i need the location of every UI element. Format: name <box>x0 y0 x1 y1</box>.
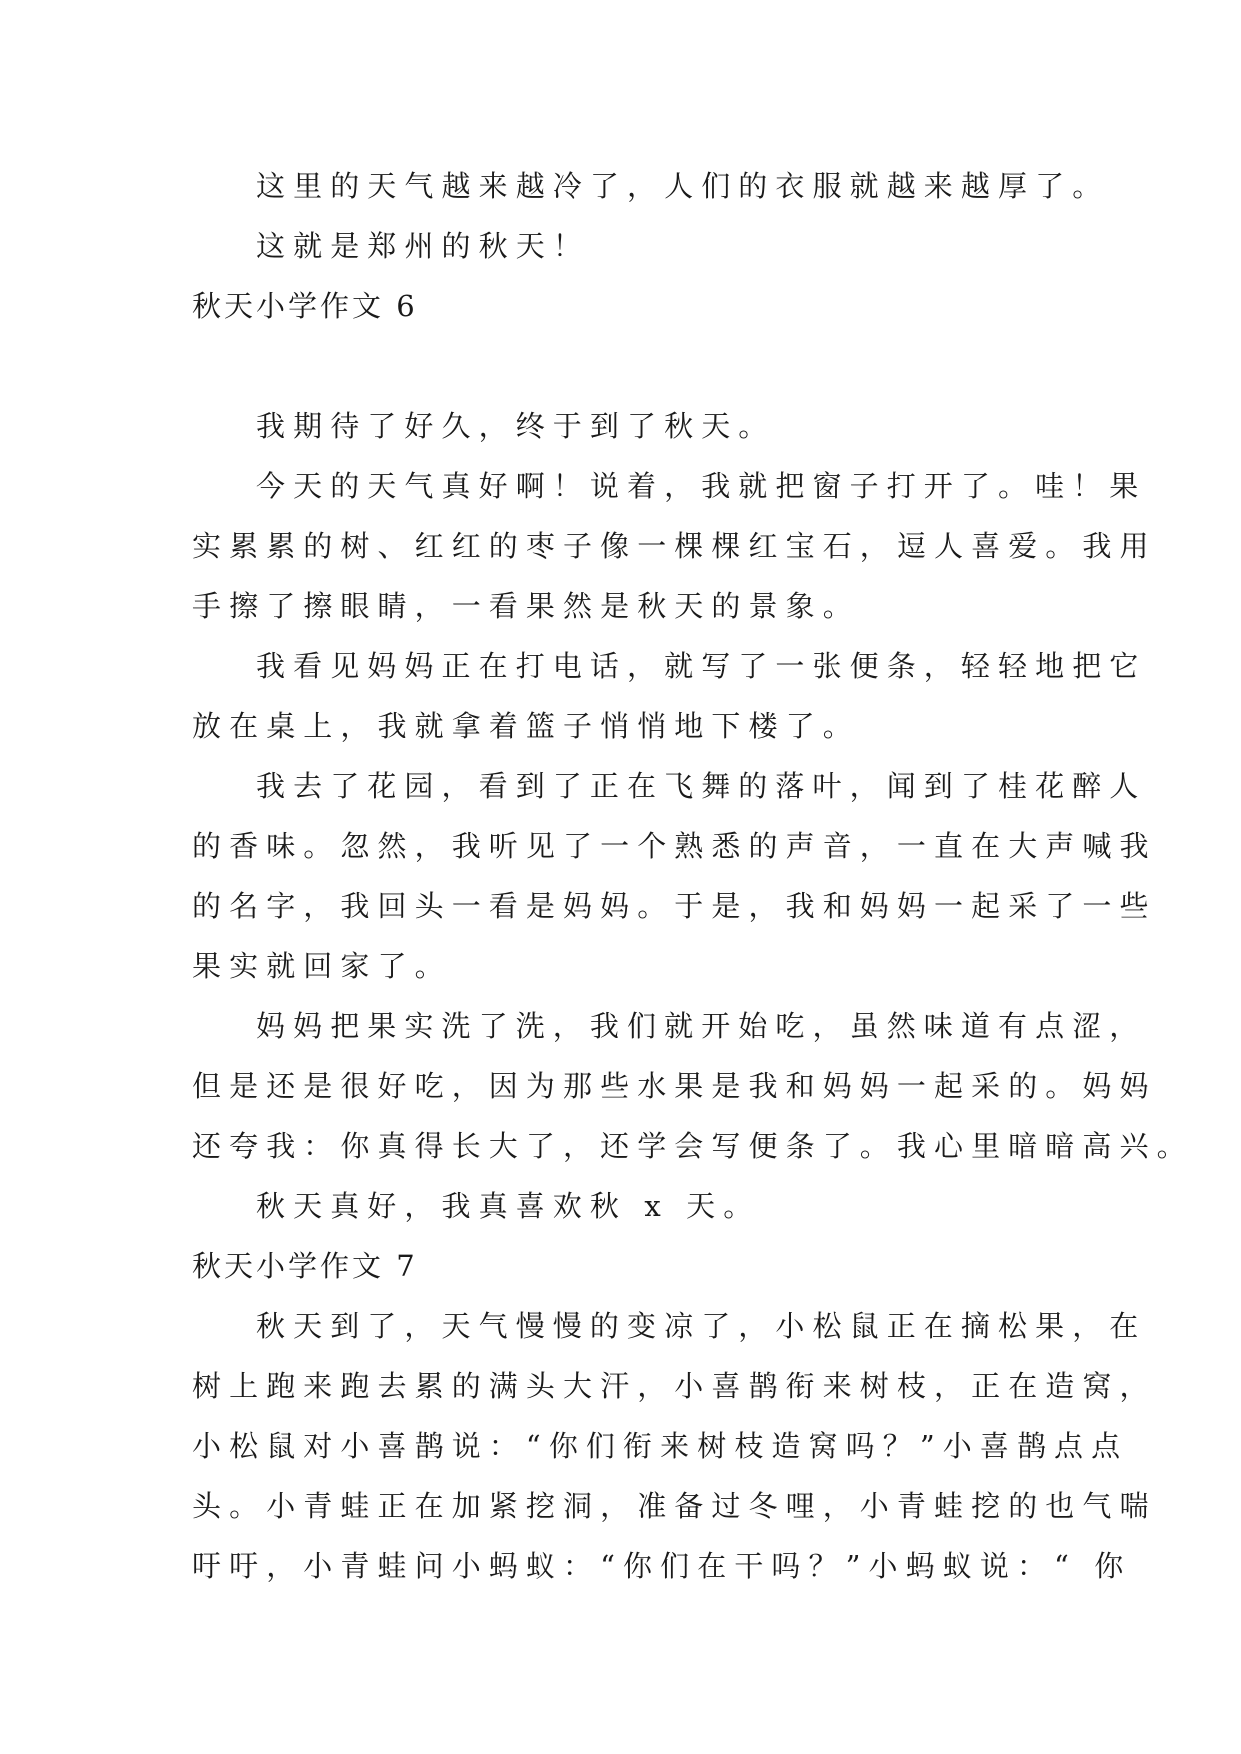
paragraph-line: 实累累的树、红红的枣子像一棵棵红宝石，逗人喜爱。我用 <box>192 529 1157 563</box>
paragraph-line: 还夸我：你真得长大了，还学会写便条了。我心里暗暗高兴。 <box>192 1129 1194 1163</box>
paragraph-line: 果实就回家了。 <box>192 949 452 983</box>
paragraph-line: 这里的天气越来越冷了，人们的衣服就越来越厚了。 <box>256 169 1110 203</box>
paragraph-line: 我期待了好久，终于到了秋天。 <box>256 409 776 443</box>
paragraph-line: 小松鼠对小喜鹊说：“你们衔来树枝造窝吗？”小喜鹊点点 <box>192 1429 1129 1463</box>
paragraph-line: 这就是郑州的秋天！ <box>256 229 590 263</box>
paragraph-line: 吁吁，小青蛙问小蚂蚁：“你们在干吗？”小蚂蚁说：“ 你 <box>192 1549 1132 1583</box>
paragraph-line: 头。小青蛙正在加紧挖洞，准备过冬哩，小青蛙挖的也气喘 <box>192 1489 1157 1523</box>
paragraph-line: 秋天到了，天气慢慢的变凉了，小松鼠正在摘松果，在 <box>256 1309 1147 1343</box>
paragraph-line: 的名字，我回头一看是妈妈。于是，我和妈妈一起采了一些 <box>192 889 1157 923</box>
paragraph-line: 秋天真好，我真喜欢秋 x 天。 <box>256 1189 761 1223</box>
paragraph-line: 树上跑来跑去累的满头大汗，小喜鹊衔来树枝，正在造窝， <box>192 1369 1157 1403</box>
paragraph-line: 放在桌上，我就拿着篮子悄悄地下楼了。 <box>192 709 860 743</box>
paragraph-line: 手擦了擦眼睛，一看果然是秋天的景象。 <box>192 589 860 623</box>
section-heading: 秋天小学作文 7 <box>192 1249 418 1283</box>
paragraph-line: 今天的天气真好啊！说着，我就把窗子打开了。哇！果 <box>256 469 1147 503</box>
paragraph-line: 但是还是很好吃，因为那些水果是我和妈妈一起采的。妈妈 <box>192 1069 1157 1103</box>
paragraph-line: 我去了花园，看到了正在飞舞的落叶，闻到了桂花醉人 <box>256 769 1147 803</box>
paragraph-line: 妈妈把果实洗了洗，我们就开始吃，虽然味道有点涩， <box>256 1009 1147 1043</box>
paragraph-line: 的香味。忽然，我听见了一个熟悉的声音，一直在大声喊我 <box>192 829 1157 863</box>
section-heading: 秋天小学作文 6 <box>192 289 418 323</box>
paragraph-line: 我看见妈妈正在打电话，就写了一张便条，轻轻地把它 <box>256 649 1147 683</box>
